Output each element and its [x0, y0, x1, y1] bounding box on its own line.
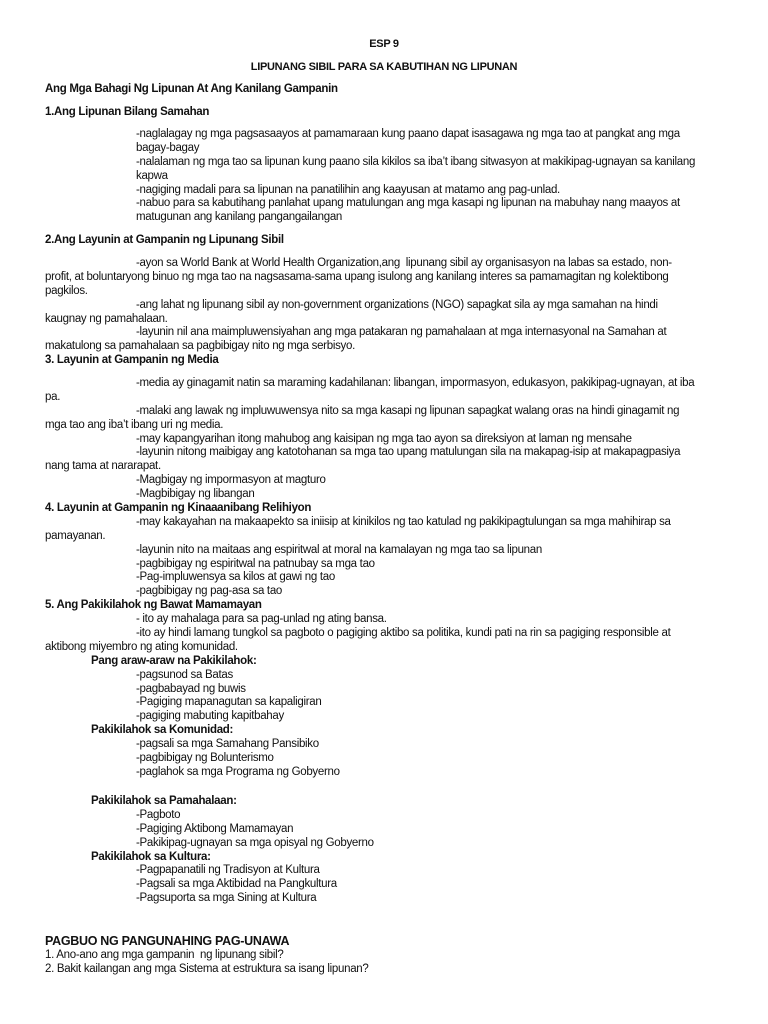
bullet-line: -naglalagay ng mga pagsasaayos at pamamaraan kung paano dapat isasagawa ng mga tao at pangkat ang mga — [136, 128, 680, 140]
bullet-line: -ito ay hindi lamang tungkol sa pagboto o pagiging aktibo sa politika, kundi pati na rin sa pagiging responsible at — [136, 627, 671, 640]
bullet-line: -Pag-impluwensya sa kilos at gawi ng tao — [136, 571, 335, 584]
continuation-line: pagkilos. — [45, 284, 88, 297]
bullet-line: -nalalaman ng mga tao sa lipunan kung paano sila kikilos sa iba’t ibang sitwasyon at makikipag-ugnayan sa kanilang — [136, 155, 696, 168]
bullet-line: -may kakayahan na makaapekto sa iniisip at kinikilos ng tao katulad ng pakikipagtulungan sa mga mahihirap sa — [136, 515, 671, 528]
list-item: -Pagboto — [136, 808, 181, 821]
section-heading: 5. Ang Pakikilahok ng Bawat Mamamayan — [45, 599, 262, 612]
intro-heading: Ang Mga Bahagi Ng Lipunan At Ang Kanilang Gampanin — [45, 83, 338, 95]
continuation-line: kaugnay ng pamahalaan. — [45, 312, 168, 325]
continuation-line: aktibong miyembro ng ating komunidad. — [45, 640, 238, 653]
continuation-line: matugunan ang kanilang pangangailangan — [136, 211, 343, 224]
section-heading: 1.Ang Lipunan Bilang Samahan — [45, 106, 210, 118]
subsection-heading: Pang araw-araw na Pakikilahok: — [91, 654, 257, 667]
list-item: -Pagiging mapanagutan sa kapaligiran — [136, 696, 322, 709]
section-heading: 4. Layunin at Gampanin ng Kinaaanibang Relihiyon — [45, 502, 312, 515]
section2-body — [45, 257, 745, 368]
bullet-line: -Magbibigay ng libangan — [136, 488, 255, 501]
list-item: -pagbibigay ng Bolunterismo — [136, 752, 274, 765]
bullet-line: -ayon sa World Bank at World Health Organization,ang lipunang sibil ay organisasyon na labas sa estado, non- — [136, 257, 672, 269]
list-item: -Pagsuporta sa mga Sining at Kultura — [136, 892, 317, 905]
bullet-line: -nabuo para sa kabutihang panlahat upang matulungan ang mga kasapi ng lipunan na mabuhay nang maayos at — [136, 197, 680, 210]
section2-heading-block — [45, 234, 745, 248]
bullet-line: -pagbibigay ng pag-asa sa tao — [136, 585, 283, 598]
participation-body — [45, 795, 745, 906]
bullet-line: -Magbigay ng impormasyon at magturo — [136, 474, 326, 487]
list-item: -Pakikipag-ugnayan sa mga opisyal ng Gobyerno — [136, 836, 374, 849]
bullet-line: -layunin nito na maitaas ang espiritwal at moral na kamalayan ng mga tao sa lipunan — [136, 543, 542, 556]
section1-heading-block — [45, 106, 745, 120]
list-item: -paglahok sa mga Programa ng Gobyerno — [136, 765, 340, 778]
bullet-line: -pagbibigay ng espiritwal na patnubay sa mga tao — [136, 557, 375, 570]
bullet-line: - ito ay mahalaga para sa pag-unlad ng ating bansa. — [136, 613, 387, 626]
bullet-line: -layunin nil ana maimpluwensiyahan ang mga patakaran ng pamahalaan at mga internasyonal na Samahan at — [136, 326, 667, 339]
questions-block — [45, 934, 745, 977]
document-title: LIPUNANG SIBIL PARA SA KABUTIHAN NG LIPUNAN — [250, 61, 518, 73]
continuation-line: pa. — [45, 390, 61, 403]
section1-body — [45, 128, 745, 225]
bullet-line: -malaki ang lawak ng impluwuwensya nito sa mga kasapi ng lipunan sapagkat walang oras na hindi ginagamit ng — [136, 404, 680, 417]
intro-block — [45, 83, 745, 97]
list-item: -Pagsali sa mga Aktibidad na Pangkultura — [136, 878, 337, 891]
subsection-heading: Pakikilahok sa Komunidad: — [91, 724, 234, 737]
questions-heading: PAGBUO NG PANGUNAHING PAG-UNAWA — [45, 934, 290, 948]
list-item: -pagsunod sa Batas — [136, 668, 233, 681]
bullet-line: -ang lahat ng lipunang sibil ay non-government organizations (NGO) sapagkat sila ay mga samahan na hindi — [136, 298, 658, 311]
subsection-heading: Pakikilahok sa Kultura: — [91, 850, 211, 863]
section-heading: 2.Ang Layunin at Gampanin ng Lipunang Sibil — [45, 234, 284, 246]
bullet-line: -may kapangyarihan itong mahubog ang kaisipan ng mga tao ayon sa direksiyon at laman ng mensahe — [136, 432, 632, 445]
bullet-line: -nagiging madali para sa lipunan na panatilihin ang kaayusan at matamo ang pag-unlad. — [136, 183, 560, 196]
bullet-line: -media ay ginagamit natin sa maraming kadahilanan: libangan, impormasyon, edukasyon, pakikipag-ugnayan, at iba — [136, 377, 695, 389]
sections-3-5-body — [45, 377, 745, 780]
question-item: 1. Ano-ano ang mga gampanin ng lipunang sibil? — [45, 949, 284, 961]
continuation-line: nang tama at nararapat. — [45, 460, 161, 473]
bullet-line: -layunin nitong maibigay ang katotohanan sa mga tao upang matulungan sila na makapag-isip at makapagpasiya — [136, 446, 681, 459]
continuation-line: makatulong sa pamahalaan sa pagbibigay nito ng mga serbisyo. — [45, 340, 355, 353]
list-item: -pagbabayad ng buwis — [136, 682, 246, 695]
list-item: -Pagpapanatili ng Tradisyon at Kultura — [136, 864, 320, 877]
continuation-line: kapwa — [136, 169, 168, 182]
list-item: -pagiging mabuting kapitbahay — [136, 710, 284, 723]
continuation-line: mga tao ang iba’t ibang uri ng media. — [45, 418, 224, 431]
list-item: -pagsali sa mga Samahang Pansibiko — [136, 738, 319, 751]
subject-label: ESP 9 — [369, 38, 399, 50]
continuation-line: pamayanan. — [45, 529, 106, 542]
section-heading: 3. Layunin at Gampanin ng Media — [45, 354, 219, 367]
continuation-line: profit, at boluntaryong binuo ng mga tao na nagsasama-sama upang isulong ang kanilang interes sa pamamagitan ng kolektibong — [45, 270, 669, 283]
continuation-line: bagay-bagay — [136, 141, 200, 154]
question-item: 2. Bakit kailangan ang mga Sistema at estruktura sa isang lipunan? — [45, 962, 369, 975]
subsection-heading: Pakikilahok sa Pamahalaan: — [91, 795, 237, 807]
list-item: -Pagiging Aktibong Mamamayan — [136, 822, 294, 835]
